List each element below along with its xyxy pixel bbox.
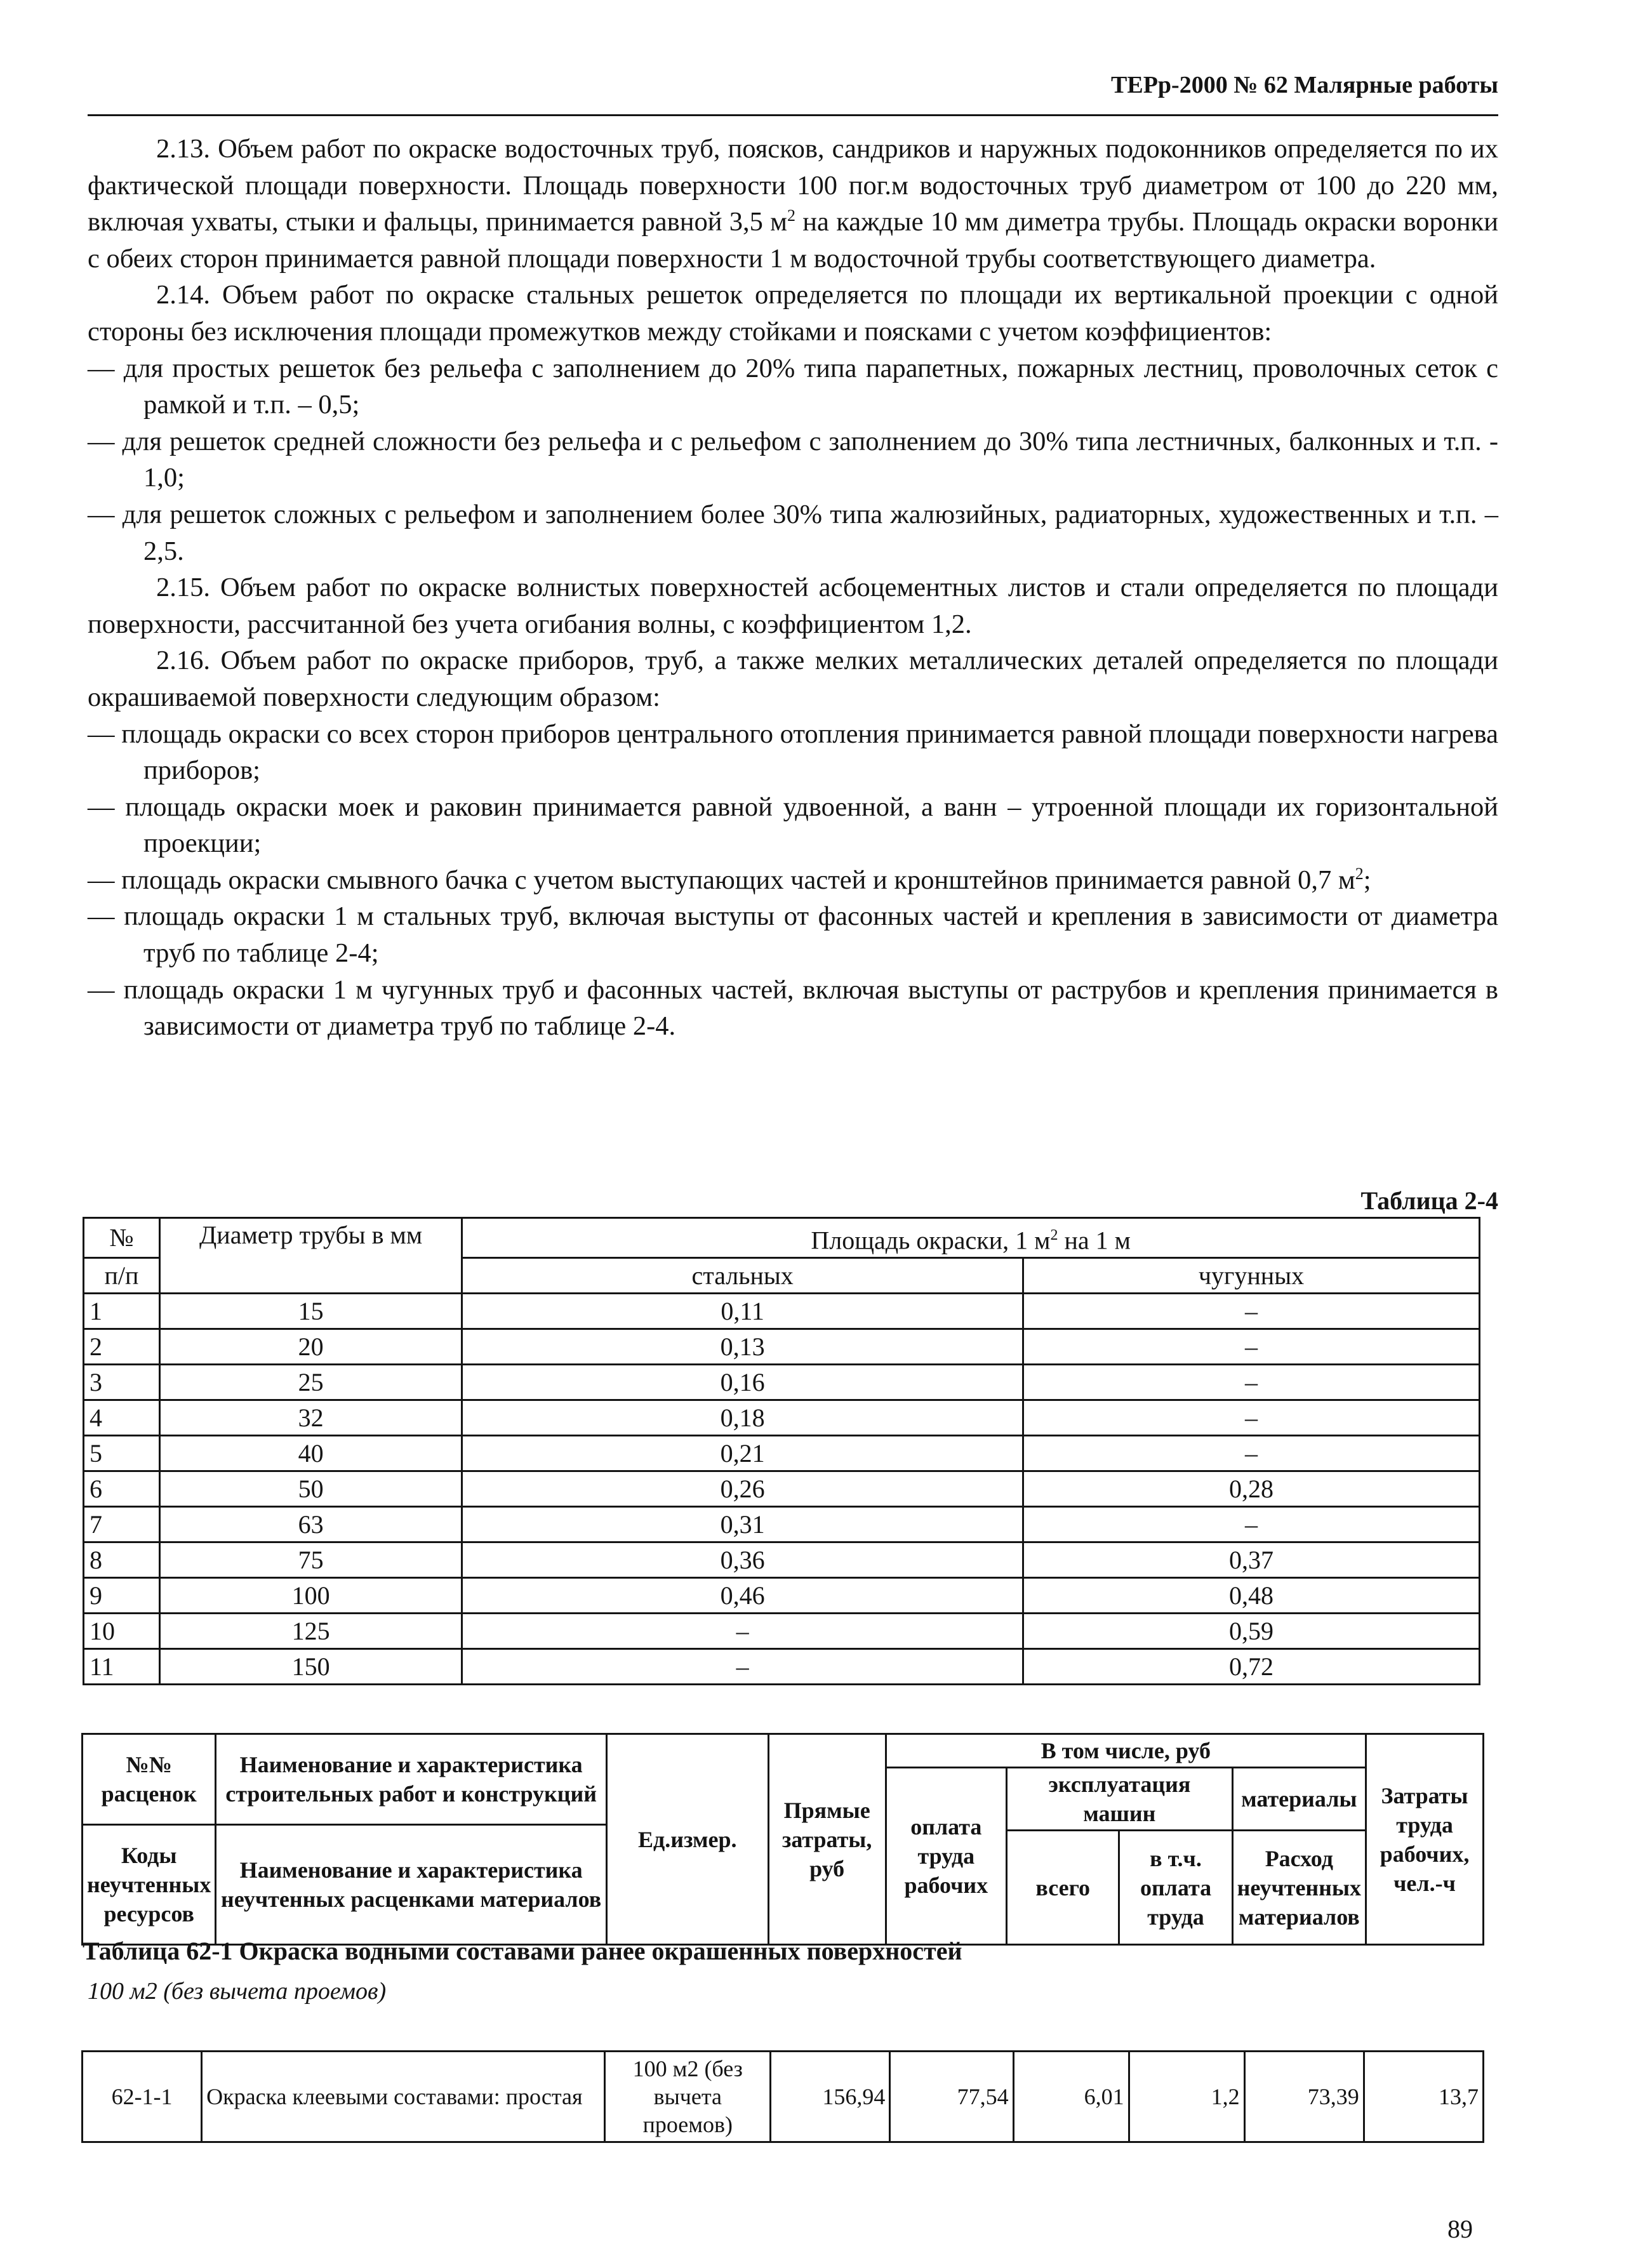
header-work-name: Наименование и характеристика строительных работ и конструкций xyxy=(216,1734,606,1825)
header-including: В том числе, руб xyxy=(886,1734,1366,1768)
paragraph-2-14: 2.14. Объем работ по окраске стальных решеток определяется по площади их вертикальной проекции с одной стороны без исключения площади промежутков между стойками и поясками с учетом коэффициентов: xyxy=(88,280,1498,347)
row-number: 1 xyxy=(84,1294,160,1329)
paragraph-2-16-item-3: — площадь окраски смывного бачка с учетом выступающих частей и кронштейнов принимается равной 0,7 $м^2$; xyxy=(88,864,1371,895)
table-row xyxy=(84,1436,1480,1471)
row-diameter: 40 xyxy=(159,1436,462,1471)
row-steel: – xyxy=(462,1649,1023,1685)
row-number: 11 xyxy=(84,1649,160,1685)
page-number: 89 xyxy=(1447,2215,1473,2243)
row-diameter: 125 xyxy=(159,1614,462,1649)
row-diameter: 15 xyxy=(159,1294,462,1329)
row-number: 6 xyxy=(84,1471,160,1507)
row-steel: 0,31 xyxy=(462,1507,1023,1542)
row-steel: 0,16 xyxy=(462,1365,1023,1400)
header-machinery-labor: в т.ч. оплата труда xyxy=(1119,1831,1232,1945)
paragraph-2-14-item-3: — для решеток сложных с рельефом и заполнением более 30% типа жалюзийных, радиаторных, художественных и т.п. – 2,5. xyxy=(88,499,1498,566)
price-table-header xyxy=(81,1733,1484,1946)
header-materials-consumption: Расход неучтенных материалов xyxy=(1232,1831,1366,1945)
row-diameter: 25 xyxy=(159,1365,462,1400)
row-number: 3 xyxy=(84,1365,160,1400)
row-diameter: 50 xyxy=(159,1471,462,1507)
header-cast-iron: чугунных xyxy=(1023,1258,1479,1294)
rate-mach-labor: 1,2 xyxy=(1129,2052,1244,2142)
row-steel: 0,36 xyxy=(462,1542,1023,1578)
table-row xyxy=(84,1649,1480,1685)
header-direct-costs: Прямые затраты, руб xyxy=(768,1734,886,1945)
header-unaccounted-name: Наименование и характеристика неучтенных расценками материалов xyxy=(216,1825,606,1945)
row-cast-iron: 0,28 xyxy=(1023,1471,1479,1507)
rate-table xyxy=(81,2050,1484,2143)
row-cast-iron: 0,48 xyxy=(1023,1578,1479,1614)
table-2-4 xyxy=(83,1217,1480,1685)
row-cast-iron: 0,59 xyxy=(1023,1614,1479,1649)
row-steel: 0,46 xyxy=(462,1578,1023,1614)
rate-materials: 73,39 xyxy=(1244,2052,1364,2142)
row-steel: 0,21 xyxy=(462,1436,1023,1471)
row-steel: 0,26 xyxy=(462,1471,1023,1507)
header-machinery-total: всего xyxy=(1006,1831,1119,1945)
header-resource-codes: Коды неучтенных ресурсов xyxy=(83,1825,216,1945)
row-number: 9 xyxy=(84,1578,160,1614)
rate-direct: 156,94 xyxy=(771,2052,890,2142)
header-unit: Ед.измер. xyxy=(606,1734,768,1945)
header-materials: материалы xyxy=(1232,1768,1366,1831)
body-text xyxy=(88,131,1498,1045)
rate-code: 62-1-1 xyxy=(83,2052,202,2142)
header-labor-pay: оплата труда рабочих xyxy=(886,1768,1006,1945)
rate-unit: 100 м2 (без вычета проемов) xyxy=(605,2052,771,2142)
header-machinery: эксплуатация машин xyxy=(1006,1768,1232,1831)
table-row xyxy=(84,1614,1480,1649)
row-cast-iron: 0,72 xyxy=(1023,1649,1479,1685)
table-row xyxy=(84,1365,1480,1400)
table-2-4-header-row-1 xyxy=(84,1218,1480,1258)
rate-labor-hours: 13,7 xyxy=(1364,2052,1483,2142)
header-rates-no: №№ расценок xyxy=(83,1734,216,1825)
paragraph-2-15: 2.15. Объем работ по окраске волнистых поверхностей асбоцементных листов и стали определяется по площади поверхности, рассчитанной без учета огибания волны, с коэффициентом 1,2. xyxy=(88,573,1498,639)
paragraph-2-14-item-2: — для решеток средней сложности без рельефа и с рельефом с заполнением до 30% типа лестничных, балконных и т.п. - 1,0; xyxy=(88,426,1498,493)
rate-labor-pay: 77,54 xyxy=(890,2052,1013,2142)
rate-mach-total: 6,01 xyxy=(1013,2052,1129,2142)
table-2-4-caption: Таблица 2-4 xyxy=(1360,1186,1498,1215)
row-number: 8 xyxy=(84,1542,160,1578)
paragraph-2-14-item-1: — для простых решеток без рельефа с заполнением до 20% типа парапетных, пожарных лестниц, проволочных сеток с рамкой и т.п. – 0,5; xyxy=(88,353,1498,420)
section-unit-note: 100 м2 (без вычета проемов) xyxy=(88,1978,387,2005)
row-diameter: 20 xyxy=(159,1329,462,1365)
paragraph-2-16: 2.16. Объем работ по окраске приборов, труб, а также мелких металлических деталей определяется по площади окрашиваемой поверхности следующим образом: xyxy=(88,646,1498,712)
table-row xyxy=(84,1471,1480,1507)
header-no: № xyxy=(84,1218,160,1258)
row-diameter: 100 xyxy=(159,1578,462,1614)
header-steel: стальных xyxy=(462,1258,1023,1294)
row-cast-iron: – xyxy=(1023,1507,1479,1542)
row-number: 2 xyxy=(84,1329,160,1365)
row-number: 4 xyxy=(84,1400,160,1436)
row-steel: 0,18 xyxy=(462,1400,1023,1436)
price-header-row-1 xyxy=(83,1734,1484,1768)
row-cast-iron: 0,37 xyxy=(1023,1542,1479,1578)
paragraph-2-16-item-1: — площадь окраски со всех сторон приборов центрального отопления принимается равной площади поверхности нагрева приборов; xyxy=(88,719,1498,786)
table-row xyxy=(84,1294,1480,1329)
section-title: Таблица 62-1 Окраска водными составами ранее окрашенных поверхностей xyxy=(83,1937,962,1965)
header-diameter: Диаметр трубы в мм xyxy=(159,1218,462,1294)
rate-name: Окраска клеевыми составами: простая xyxy=(202,2052,605,2142)
row-steel: – xyxy=(462,1614,1023,1649)
paragraph-2-16-item-4: — площадь окраски 1 м стальных труб, включая выступы от фасонных частей и крепления в зависимости от диаметра труб по таблице 2-4; xyxy=(88,901,1498,969)
rate-row-62-1-1 xyxy=(83,2052,1484,2142)
row-diameter: 150 xyxy=(159,1649,462,1685)
header-area: Площадь окраски, 1 $м^2$ на 1 м xyxy=(462,1218,1480,1258)
paragraph-2-13: 2.13. Объем работ по окраске водосточных труб, поясков, сандриков и наружных подоконников определяется по их фактической площади поверхности. Площадь поверхности 100 пог.м водосточных труб диаметром от 100 до 220 мм, включая ухваты, стыки и фальцы, принимается равной 3,5 $м^2$ на каждые 10 мм диметра трубы. Площадь окраски воронки с обеих сторон принимается равной площади поверхности 1 м водосточной трубы соответствующего диаметра. xyxy=(88,134,1498,274)
row-cast-iron: – xyxy=(1023,1436,1479,1471)
row-cast-iron: – xyxy=(1023,1294,1479,1329)
table-2-4-body xyxy=(84,1218,1480,1685)
row-cast-iron: – xyxy=(1023,1329,1479,1365)
row-number: 7 xyxy=(84,1507,160,1542)
table-row xyxy=(84,1578,1480,1614)
row-diameter: 32 xyxy=(159,1400,462,1436)
header-rule xyxy=(88,114,1498,116)
paragraph-2-16-item-5: — площадь окраски 1 м чугунных труб и фасонных частей, включая выступы от раструбов и крепления принимается в зависимости от диаметра труб по таблице 2-4. xyxy=(88,974,1498,1042)
table-row xyxy=(84,1542,1480,1578)
row-diameter: 63 xyxy=(159,1507,462,1542)
row-steel: 0,13 xyxy=(462,1329,1023,1365)
row-cast-iron: – xyxy=(1023,1400,1479,1436)
row-steel: 0,11 xyxy=(462,1294,1023,1329)
row-cast-iron: – xyxy=(1023,1365,1479,1400)
running-header: ТЕРр-2000 № 62 Малярные работы xyxy=(1111,72,1498,98)
table-row xyxy=(84,1329,1480,1365)
table-row xyxy=(84,1400,1480,1436)
row-diameter: 75 xyxy=(159,1542,462,1578)
table-row xyxy=(84,1507,1480,1542)
header-labor-costs: Затраты труда рабочих, чел.-ч xyxy=(1366,1734,1484,1945)
row-number: 5 xyxy=(84,1436,160,1471)
row-number: 10 xyxy=(84,1614,160,1649)
header-no-pp: п/п xyxy=(84,1258,160,1294)
paragraph-2-16-item-2: — площадь окраски моек и раковин принимается равной удвоенной, а ванн – утроенной площади их горизонтальной проекции; xyxy=(88,792,1498,859)
